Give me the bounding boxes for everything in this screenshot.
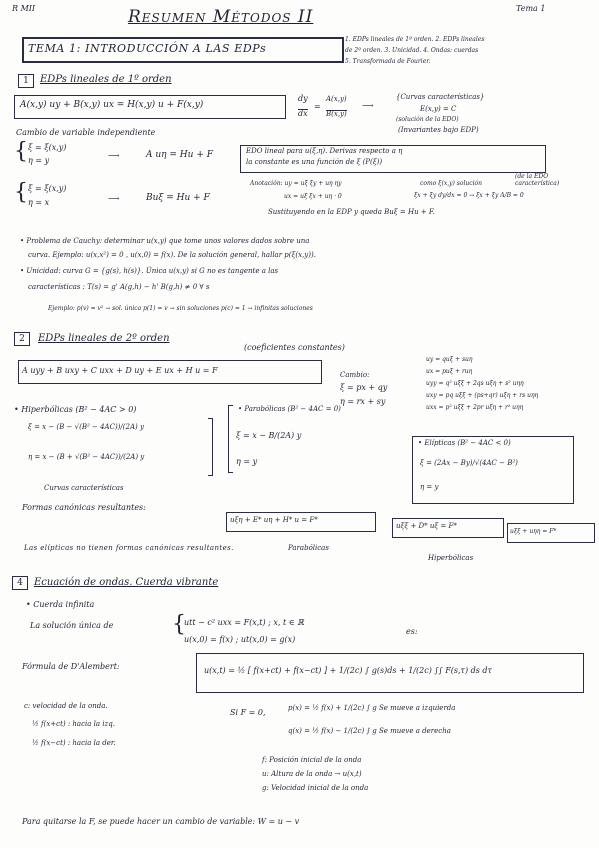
system-eq: ξ = ξ(x,y) (28, 143, 67, 152)
body-text: c: velocidad de la onda. (24, 702, 108, 710)
definition: g: Velocidad inicial de la onda (262, 784, 369, 792)
wave-eq: utt − c² uxx = F(x,t) ; x, t ∈ ℝ (184, 618, 304, 627)
result-eq: A uη = Hu + F (146, 150, 213, 160)
tema-toc-line: 1. EDPs lineales de 1º orden. 2. EDPs lineales (345, 36, 485, 43)
definition: f: Posición inicial de la onda (262, 756, 362, 764)
ejemplo-text: Ejemplo: p(v) = v² → sol. única p(1) = v → sin soluciones p(c) = 1 → infinitas soluciones (48, 305, 313, 312)
course-label: R MII (12, 4, 36, 13)
formas-label: Formas canónicas resultantes: (22, 503, 146, 512)
fraction-den: B(x,y) (326, 110, 347, 118)
body-text: ½ f(x+ct) : hacia la izq. (32, 720, 115, 728)
arrow-icon: ⟶ (362, 101, 374, 110)
derivative-eq: uxy = pq uξξ + (ps+qr) uξη + rs uηη (426, 392, 539, 399)
unicidad-text: • Unicidad: curva G = {g(s), h(s)}. Única u(x,y) si G no es tangente a las (20, 267, 279, 275)
anotacion: ξx + ξy dy/dx = 0 → ξx + ξy A/B = 0 (414, 192, 524, 199)
body-text: ½ f(x−ct) : hacia la der. (32, 739, 116, 747)
cambio-label: Cambio: (340, 371, 370, 379)
derivative-eq: uxx = p² uξξ + 2pr uξη + r² uηη (426, 404, 524, 411)
form-label: Parabólicas (288, 544, 329, 552)
section-title: EDPs lineales de 1º orden (40, 74, 172, 85)
body-text: Si F = 0, (230, 708, 266, 717)
tema-toc-line: 5. Transformada de Fourier. (345, 58, 431, 65)
cambio-eq: ξ = px + qy (340, 383, 388, 392)
curvas-note: (Invariantes bajo EDP) (398, 126, 479, 134)
cauchy-text: curva. Ejemplo: u(x,x²) = 0 , u(x,0) = f(x). De la solución general, hallar p(ξ(x,y)). (28, 251, 316, 259)
forma-parabolica: uξξ + D* uξ = F* (396, 522, 457, 530)
hiperbolicas-eq: η = x − (B + √(B² − 4AC))/(2A) y (28, 453, 145, 461)
fraction-num: A(x,y) (326, 95, 347, 103)
definition: u: Altura de la onda → u(x,t) (262, 770, 362, 778)
body-text: La solución única de (30, 621, 114, 630)
cauchy-text: • Problema de Cauchy: determinar u(x,y) que tome unos valores dados sobre una (20, 237, 310, 245)
equation: A uyy + B uxy + C uxx + D uy + E ux + H u = F (22, 366, 218, 375)
page-title: Resumen Métodos II (128, 7, 314, 27)
wave-eq: u(x,0) = f(x) ; ut(x,0) = g(x) (184, 635, 296, 644)
section-number: 4 (12, 576, 28, 590)
section-title: EDPs lineales de 2º orden (38, 333, 170, 344)
fraction-den: dx (298, 109, 308, 118)
bullet-text: • Cuerda infinita (26, 600, 95, 609)
anotacion: ux = uξ ξx + uη · 0 (284, 193, 342, 200)
cambio-label: Cambio de variable independiente (16, 128, 156, 137)
cambio-eq: η = rx + sy (340, 397, 386, 406)
body-text: Para quitarse la F, se puede hacer un cambio de variable: W = u − v (22, 817, 300, 826)
anotacion: como ξ(x,y) solución (420, 180, 482, 187)
fraction-num: dy (298, 94, 308, 103)
forma-eliptica: uξξ + uηη = F* (510, 528, 557, 535)
bracket (208, 418, 213, 476)
qx-eq: q(x) = ½ f(x) − 1/(2c) ∫ g Se mueve a derecha (288, 727, 451, 735)
parabolicas-eq: η = y (236, 457, 258, 466)
result-eq: Buξ = Hu + F (146, 193, 210, 203)
curvas-eq: E(x,y) = C (420, 105, 457, 113)
section-number: 2 (14, 332, 30, 346)
anotacion: Sustituyendo en la EDP y queda Buξ = Hu + F. (268, 208, 435, 216)
section-subtitle: (coeficientes constantes) (244, 343, 345, 352)
tema-toc-line: de 2º orden. 3. Unicidad. 4. Ondas: cuerdas (345, 47, 479, 54)
curvas-label: Curvas características (44, 484, 124, 492)
derivative-eq: ux = puξ + ruη (426, 368, 473, 375)
anotacion: Anotación: uy = uξ ξy + uη ηy (250, 180, 342, 187)
bracket (228, 405, 233, 473)
arrow-icon: ⟶ (108, 151, 120, 160)
tema-title: TEMA 1: INTRODUCCIÓN A LAS EDPs (28, 42, 267, 55)
unicidad-text: características : T(s) = g' A(g,h) − h' B(g,h) ≠ 0 ∀ s (28, 283, 210, 291)
elipticas-note: Las elípticas no tienen formas canónicas resultantes. (24, 544, 234, 552)
system-eq: η = x (28, 198, 50, 207)
edo-note: la constante es una función de ξ (P(ξ)) (246, 158, 383, 166)
anotacion: (de la EDO característica) (515, 173, 560, 187)
system-eq: η = y (28, 156, 50, 165)
page-header-right: Tema 1 (516, 4, 546, 13)
px-eq: p(x) = ½ f(x) + 1/(2c) ∫ g Se mueve a izquierda (288, 704, 456, 712)
brace-icon: { (14, 180, 28, 205)
arrow-icon: ⟶ (108, 194, 120, 203)
curvas-label: {Curvas características} (396, 93, 485, 101)
dalembert-formula: u(x,t) = ½ [ f(x+ct) + f(x−ct) ] + 1/(2c) ∫ g(s)ds + 1/(2c) ∫∫ F(s,τ) ds dτ (204, 666, 492, 675)
equals-sign: = (314, 102, 321, 111)
form-label: Hiperbólicas (428, 554, 474, 562)
parabolicas-eq: ξ = x − B/(2A) y (236, 431, 302, 440)
elipticas-label: • Elípticas (B² − 4AC < 0) (418, 439, 511, 447)
system-eq: ξ = ξ(x,y) (28, 184, 67, 193)
section-number: 1 (18, 74, 34, 88)
dalembert-label: Fórmula de D'Alembert: (22, 662, 120, 671)
equation: A(x,y) uy + B(x,y) ux = H(x,y) u + F(x,y) (20, 100, 204, 110)
edo-note: EDO lineal para u(ξ,η). Derivas respecto a η (246, 147, 403, 155)
hiperbolicas-label: • Hiperbólicas (B² − 4AC > 0) (14, 405, 137, 414)
elipticas-eq: ξ = (2Ax − By)/√(4AC − B²) (420, 459, 518, 467)
derivative-eq: uy = quξ + suη (426, 356, 473, 363)
elipticas-eq: η = y (420, 483, 439, 491)
body-text: es: (406, 627, 418, 636)
hiperbolicas-eq: ξ = x − (B − √(B² − 4AC))/(2A) y (28, 423, 144, 431)
derivative-eq: uyy = q² uξξ + 2qs uξη + s² uηη (426, 380, 524, 387)
parabolicas-label: • Parabólicas (B² − 4AC = 0) (238, 405, 341, 413)
section-title: Ecuación de ondas. Cuerda vibrante (34, 577, 219, 588)
brace-icon: { (172, 612, 186, 637)
forma-hiperbolica: uξη + E* uη + H* u = F* (230, 516, 318, 524)
curvas-note: (solución de la EDO) (396, 116, 459, 123)
brace-icon: { (14, 139, 28, 164)
